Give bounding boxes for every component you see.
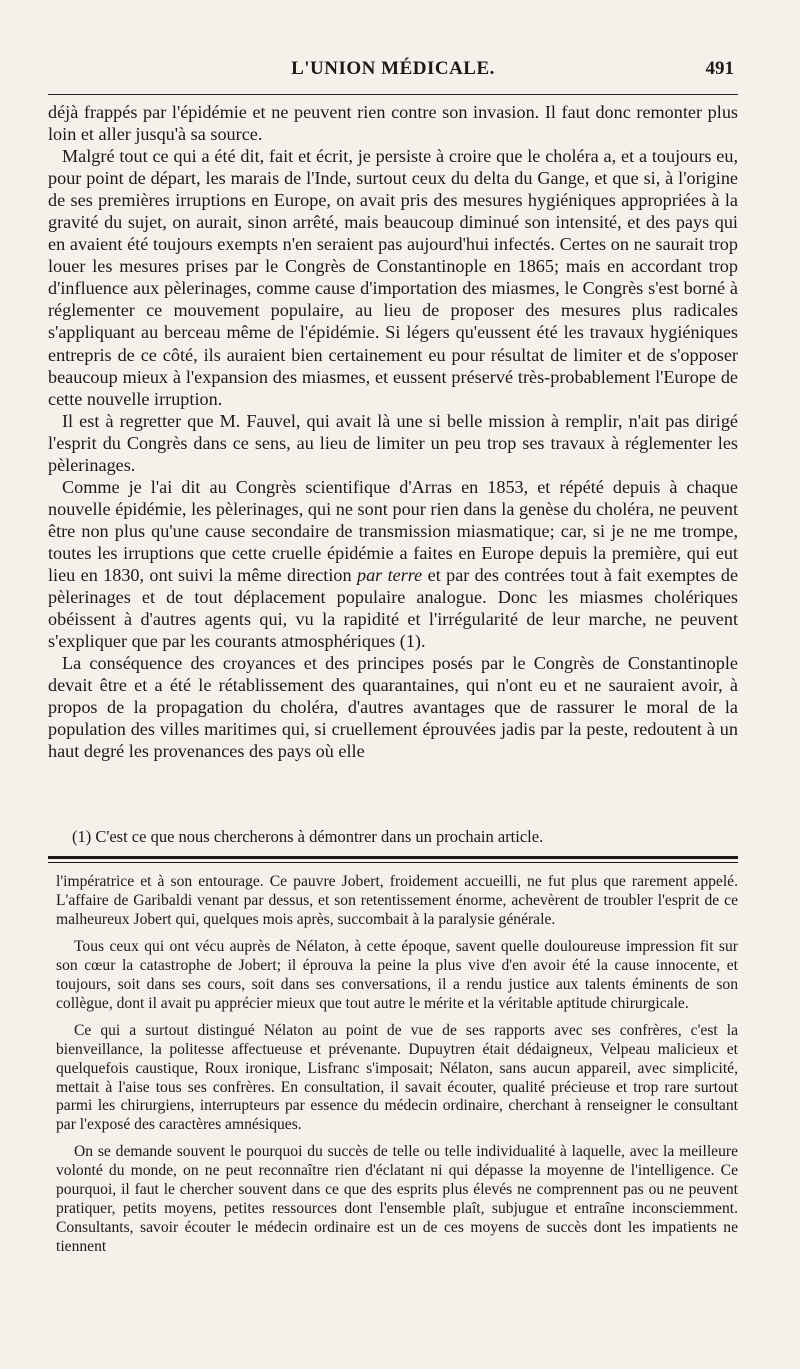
page-number: 491 <box>705 58 734 79</box>
main-paragraph: La conséquence des croyances et des principes posés par le Congrès de Constantinople devait être et a été le rétablissement des quarantaines, qui n'ont eu et ne sauraient avoir, à propos de la propagation du choléra, d'autres avantages que de rassurer le moral de la population des villes maritimes qui, si cruellement éprouvées jadis par la peste, redoutent à un haut degré les provenances des pays où elle <box>48 653 738 762</box>
feuilleton-divider <box>48 856 738 863</box>
main-paragraph: Malgré tout ce qui a été dit, fait et écrit, je persiste à croire que le choléra a, et a toujours eu, pour point de départ, les marais de l'Inde, surtout ceux du delta du Gange, et que si, à l'origine de ses premières irruptions en Europe, on avait pris des mesures hygiéniques appropriées à la gravité du sujet, on aurait, sinon arrêté, mais beaucoup diminué son intensité, et des pays qui en avaient été toujours exempts n'en seraient pas aujourd'hui infectés. Certes on ne saurait trop louer les mesures prises par le Congrès de Constantinople en 1865; mais en accordant trop d'influence aux pèlerinages, comme cause d'importation des miasmes, le Congrès s'est borné à réglementer ce mouvement populaire, au lieu de proposer des mesures plus radicales s'appliquant au berceau même de l'épidémie. Si légers qu'eussent été les travaux hygiéniques entrepris de ce côté, ils auraient bien certainement eu pour résultat de limiter et de s'opposer beaucoup mieux à l'expansion des miasmes, et eussent préservé très-probablement l'Europe de cette nouvelle irruption. <box>48 146 738 409</box>
feuilleton-text <box>56 873 738 1265</box>
main-article-text <box>48 101 738 762</box>
running-title: L'UNION MÉDICALE. <box>291 58 495 79</box>
main-paragraph: déjà frappés par l'épidémie et ne peuvent rien contre son invasion. Il faut donc remonter plus loin et aller jusqu'à sa source. <box>48 102 738 145</box>
main-footnote: (1) C'est ce que nous chercherons à démontrer dans un prochain article. <box>72 827 544 846</box>
divider-thin-rule <box>48 862 738 863</box>
page-header <box>48 58 738 88</box>
header-rule <box>48 94 738 95</box>
divider-thick-rule <box>48 856 738 859</box>
feuilleton-paragraph: l'impératrice et à son entourage. Ce pauvre Jobert, froidement accueilli, ne fut plus que rarement appelé. L'affaire de Garibaldi venant par dessus, et son retentissement énorme, achevèrent de troubler l'esprit de ce malheureux Jobert qui, quelques mois après, succombait à la paralysie générale. <box>56 873 738 928</box>
feuilleton-paragraph: Ce qui a surtout distingué Nélaton au point de vue de ses rapports avec ses confrères, c'est la bienveillance, la politesse affectueuse et prévenante. Dupuytren était dédaigneux, Velpeau malicieux et quelquefois caustique, Roux ironique, Lisfranc s'imposait; Nélaton, sans aucun appareil, avec simplicité, mettait à l'aise tous ses confrères. En consultation, il savait écouter, qualité précieuse et trop rare surtout parmi les chirurgiens, interrupteurs par essence du médecin ordinaire, cherchant à renseigner le consultant par l'exposé des caractères amnésiques. <box>56 1021 738 1134</box>
italic-phrase: par terre <box>356 564 423 585</box>
feuilleton-paragraph: On se demande souvent le pourquoi du succès de telle ou telle individualité à laquelle, avec la meilleure volonté du monde, on ne peut reconnaître rien d'éclatant ni qui dépasse la moyenne de l'intelligence. Ce pourquoi, il faut le chercher souvent dans ce que des esprits plus élevés ne comprennent pas ou ne peuvent pratiquer, petits moyens, petites ressources dont l'ensemble plaît, subjugue et entraîne inconsciemment. Consultants, savoir écouter le médecin ordinaire est un de ces moyens de succès dont les impatients ne tiennent <box>56 1143 738 1256</box>
main-paragraph-part: et par des contrées tout à fait exemptes de pèlerinages et de tout déplacement populaire analogue. Donc les miasmes cholériques obéissent à d'autres agents qui, vu la rapidité et l'irrégularité de leur marche, ne peuvent s'expliquer que par les courants atmosphériques (1). <box>48 564 739 652</box>
feuilleton-paragraph: Tous ceux qui ont vécu auprès de Nélaton, à cette époque, savent quelle douloureuse impression fit sur son cœur la catastrophe de Jobert; il éprouva la peine la plus vive d'en avoir été la cause innocente, et toujours, soit dans ses cours, soit dans ses conversations, il a rendu justice aux talents éminents de son collègue, dont il avait pu apprécier mieux que tout autre le mérite et la véritable aptitude chirurgicale. <box>56 937 738 1012</box>
main-paragraph <box>48 476 738 652</box>
main-paragraph: Il est à regretter que M. Fauvel, qui avait là une si belle mission à remplir, n'ait pas dirigé l'esprit du Congrès dans ce sens, au lieu de limiter un peu trop ses travaux à réglementer les pèlerinages. <box>48 410 738 475</box>
main-paragraph-part: Comme je l'ai dit au Congrès scientifique d'Arras en 1853, et répété depuis à chaque nouvelle épidémie, les pèlerinages, qui ne sont pour rien dans la genèse du choléra, ne peuvent être non plus qu'une cause secondaire de transmission miasmatique; car, si je ne me trompe, toutes les irruptions que cette cruelle épidémie a faites en Europe depuis la première, qui eut lieu en 1830, ont suivi la même direction <box>48 476 738 585</box>
